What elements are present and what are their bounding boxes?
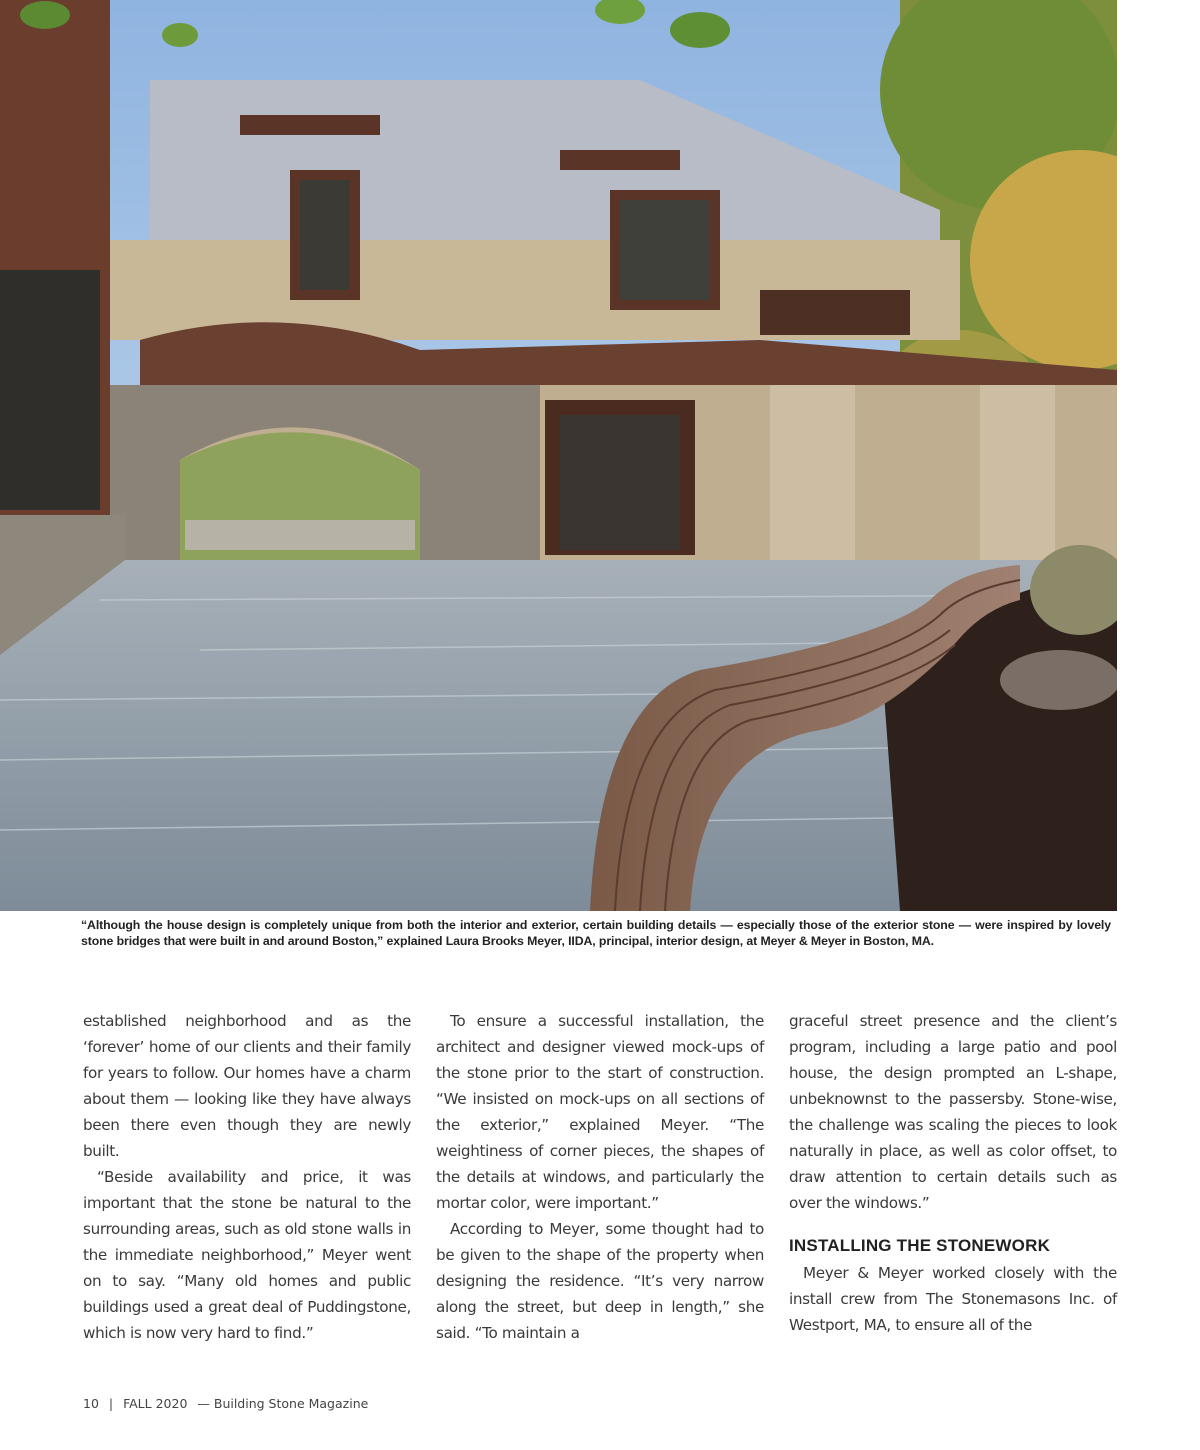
body-paragraph: According to Meyer, some thought had to be given to the shape of the property when designing the residence. “It’s very narrow along the street, but deep in length,” she said. “To maintain a	[436, 1220, 764, 1342]
text-column-1	[83, 1008, 411, 1346]
text-column-2	[436, 1008, 764, 1346]
text-column-3	[789, 1008, 1117, 1338]
column	[770, 385, 855, 565]
column	[980, 385, 1055, 565]
publication-name: — Building Stone Magazine	[197, 1396, 369, 1411]
photo-caption: “Although the house design is completely unique from both the interior and exterior, certain building details — especially those of the exterior stone — were inspired by lovely stone bridges that were built in and around Boston,” explained Laura Brooks Meyer, IIDA, principal, interior design, at Meyer & Meyer in Boston, MA.	[81, 918, 1111, 948]
body-paragraph: established neighborhood and as the ‘forever’ home of our clients and their family for years to follow. Our homes have a charm about them — looking like they have always been there even though they are newly built.	[83, 1012, 411, 1160]
body-paragraph: Meyer & Meyer worked closely with the install crew from The Stonemasons Inc. of Westport, MA, to ensure all of the	[789, 1264, 1117, 1334]
page-number: 10	[83, 1396, 99, 1411]
body-paragraph: “Beside availability and price, it was important that the stone be natural to the surrounding areas, such as old stone walls in the immediate neighborhood,” Meyer went on to say. “Many old homes and public buildings used a great deal of Puddingstone, which is now very hard to find.”	[83, 1168, 411, 1342]
section-heading: INSTALLING THE STONEWORK	[789, 1236, 1051, 1255]
issue-label: FALL 2020	[123, 1396, 188, 1411]
footer-separator: |	[108, 1396, 114, 1411]
body-paragraph: To ensure a successful installation, the architect and designer viewed mock-ups of the stone prior to the start of construction. “We insisted on mock-ups on all sections of the exterior,” explained Meyer. “The weightiness of corner pieces, the shapes of the details at windows, and particularly the mortar color, were important.”	[436, 1012, 764, 1212]
body-paragraph: graceful street presence and the client’s program, including a large patio and pool house, the design prompted an L-shape, unbeknownst to the passersby. Stone-wise, the challenge was scaling the pieces to look naturally in place, as well as color offset, to draw attention to certain details such as over the windows.”	[789, 1012, 1117, 1212]
page-footer	[83, 1396, 374, 1411]
